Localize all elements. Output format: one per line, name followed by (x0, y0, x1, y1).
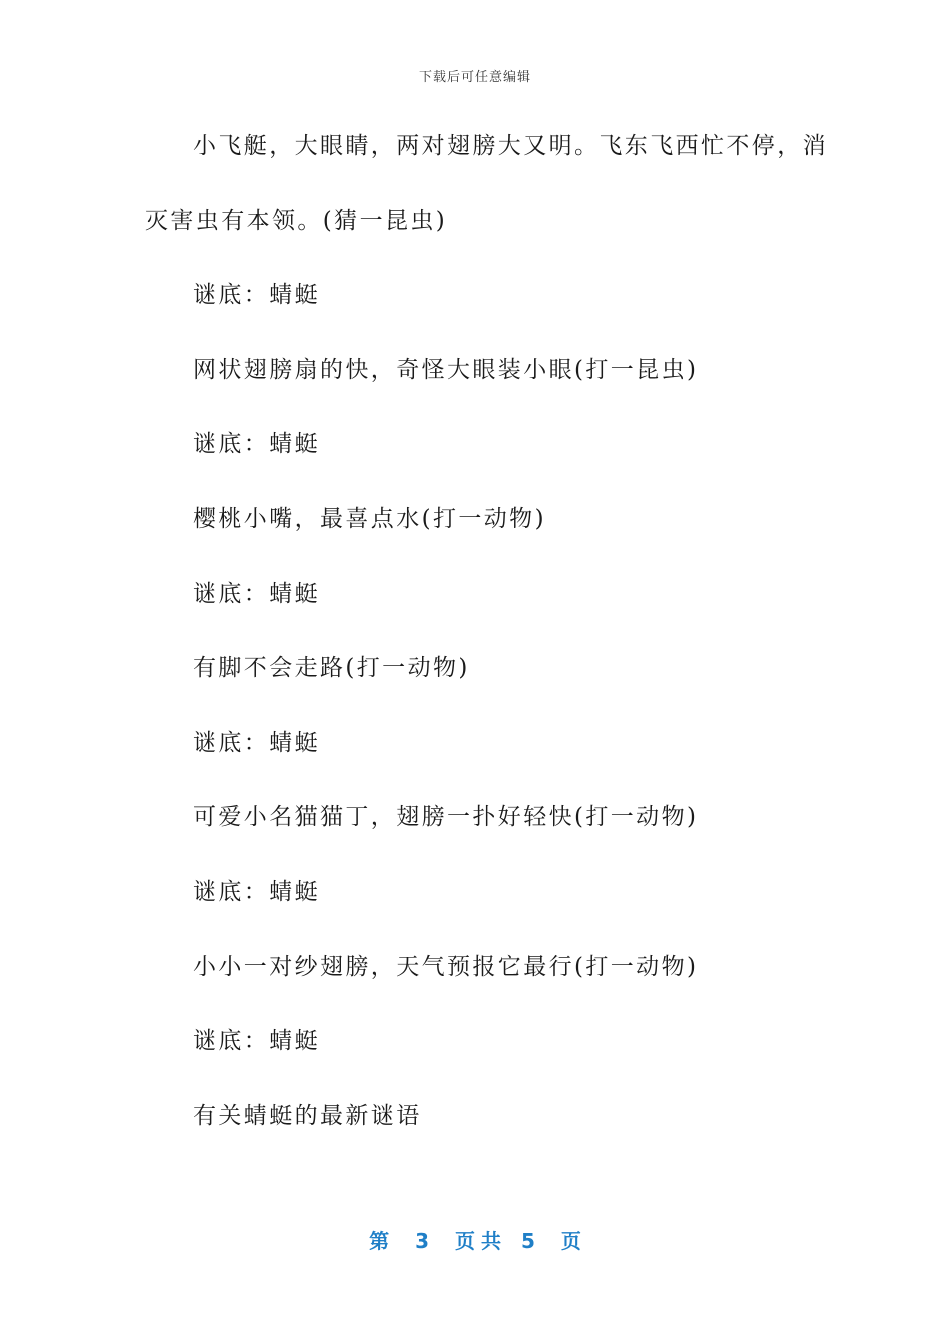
footer-total-pages: 5 (521, 1229, 535, 1253)
riddle-4: 有脚不会走路(打一动物) (193, 655, 470, 681)
answer-2: 谜底：蜻蜓 (193, 431, 320, 457)
section-heading: 有关蜻蜓的最新谜语 (193, 1103, 422, 1129)
riddle-6: 小小一对纱翅膀，天气预报它最行(打一动物) (193, 954, 699, 980)
page-footer (0, 1225, 950, 1254)
footer-suffix: 页 (560, 1229, 581, 1253)
footer-total-label: 共 (481, 1229, 501, 1253)
footer-current-page: 3 (415, 1229, 429, 1253)
riddle-1-line-1: 小飞艇，大眼睛，两对翅膀大又明。飞东飞西忙不停，消 (193, 133, 828, 159)
answer-1: 谜底：蜻蜓 (193, 282, 320, 308)
riddle-3: 樱桃小嘴，最喜点水(打一动物) (193, 506, 546, 532)
riddle-5: 可爱小名猫猫丁，翅膀一扑好轻快(打一动物) (193, 804, 699, 830)
answer-5: 谜底：蜻蜓 (193, 879, 320, 905)
answer-6: 谜底：蜻蜓 (193, 1028, 320, 1054)
footer-prefix: 第 (369, 1229, 390, 1253)
answer-4: 谜底：蜻蜓 (193, 730, 320, 756)
page-header-note: 下载后可任意编辑 (418, 70, 531, 85)
answer-3: 谜底：蜻蜓 (193, 581, 320, 607)
riddle-2: 网状翅膀扇的快，奇怪大眼装小眼(打一昆虫) (193, 357, 699, 383)
riddle-1-line-2: 灭害虫有本领。(猜一昆虫) (145, 208, 448, 234)
footer-page-word: 页 (455, 1229, 475, 1253)
